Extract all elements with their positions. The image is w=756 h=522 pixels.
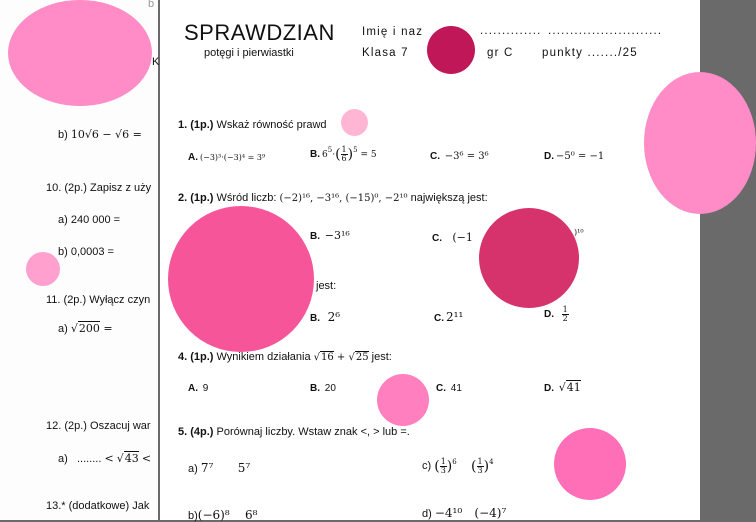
q4-text: 4. (1p.) Wynikiem działania √16 + √25 jest: — [178, 351, 392, 363]
name-dots-1: .............. — [480, 25, 542, 37]
q2-option-d-tail: )¹⁰ — [574, 228, 584, 237]
q1-text: 1. (1p.) Wskaż równość prawd — [178, 119, 327, 131]
rose-circle — [479, 208, 579, 308]
q5-item-b: b)(−6)⁸ 6⁸ — [188, 508, 258, 522]
q1-option-c: C. −3⁶ = 3⁶ — [430, 151, 489, 162]
q4-option-d: D. √41 — [544, 381, 581, 394]
q4-option-a: A. 9 — [188, 383, 209, 394]
pink-circle-top-left — [8, 0, 155, 106]
class-label: Klasa 7 — [362, 47, 409, 59]
q2-option-b: B. −3¹⁶ — [310, 229, 350, 242]
points-label: punkty ......./25 — [542, 47, 638, 59]
q4-option-b: B. 20 — [310, 383, 336, 394]
q2-text: 2. (1p.) Wśród liczb: (−2)¹⁶, −3¹⁶, (−15)⁰, −2¹⁰ największą jest: — [178, 192, 488, 204]
q13-text: 13.* (dodatkowe) Jak — [46, 500, 150, 512]
q11-text: 11. (2p.) Wyłącz czyn — [46, 294, 151, 306]
q5-item-c: c) ( $\frac{1}{3}$ )$^6$ ( $\frac{1}{3}$ )$^4$ — [422, 457, 494, 475]
pink-circle-bottom-right — [554, 428, 626, 500]
light-pink-dot — [341, 109, 368, 136]
q1-option-d: D. −5⁰ = −1 — [544, 151, 605, 162]
page-subtitle: potęgi i pierwiastki — [204, 47, 294, 59]
item-b-label: b) 10√6 − √6 = — [58, 128, 142, 141]
corner-glyph: b — [148, 0, 155, 10]
q3-option-d: D. $\frac{1}{2}$ — [544, 305, 568, 323]
q12-text: 12. (2p.) Oszacuj war — [46, 420, 151, 432]
magenta-dot — [427, 26, 475, 74]
pink-circle-right — [644, 72, 756, 214]
q10-text: 10. (2p.) Zapisz z uży — [46, 182, 152, 194]
pink-dot-middle — [377, 374, 429, 426]
corner-mark: K — [152, 56, 160, 68]
name-label: Imię i naz — [362, 26, 424, 38]
q11a: a) √200 = — [58, 322, 113, 335]
name-dots-2: .......................... — [548, 25, 663, 37]
q5-text: 5. (4p.) Porównaj liczby. Wstaw znak <, > lub =. — [178, 426, 410, 438]
q12a: a) ........ < √43 < — [58, 452, 152, 465]
q3-option-b: B. 2⁶ — [310, 310, 341, 324]
q1-option-a: A. (−3)³·(−3)⁴ = 3⁹ — [188, 152, 266, 163]
q4-option-c: C. 41 — [436, 383, 462, 394]
small-pink-dot-left — [26, 252, 60, 286]
q10b: b) 0,0003 = — [58, 246, 114, 258]
big-pink-circle — [168, 206, 314, 352]
group-label: gr C — [487, 47, 514, 59]
q1-option-b: B. $6^5\cdot$( $\frac{1}{6}$ )$^5$ = 5 — [310, 145, 377, 163]
q5-item-a: a) 7⁷ 5⁷ — [188, 461, 251, 475]
q10a: a) 240 000 = — [58, 214, 121, 226]
q3-option-c: C. 2¹¹ — [434, 310, 464, 324]
q3-tail: jest: — [316, 280, 337, 292]
page-title: SPRAWDZIAN — [184, 20, 335, 45]
q2-option-c: C. (−1 — [432, 231, 473, 244]
q5-item-d: d) −4¹⁰ (−4)⁷ — [422, 506, 507, 520]
